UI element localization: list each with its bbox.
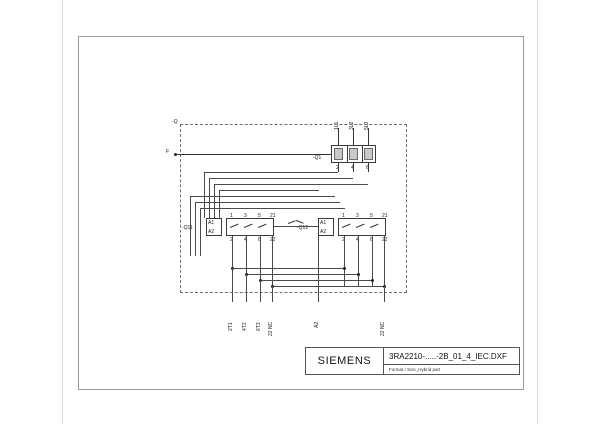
enclosure-tag-label: -Q — [172, 119, 178, 125]
contactor-left-b6: 6 — [258, 237, 261, 243]
page-edge-right — [537, 0, 538, 424]
breaker-stem-3 — [368, 128, 369, 145]
bus-line-L1 — [204, 172, 338, 173]
contactor-right-b6: 6 — [370, 237, 373, 243]
contactor-left-tag: -Q11 — [182, 225, 193, 231]
contactor-right-t3: 3 — [356, 213, 359, 219]
contactor-right-main-block — [338, 218, 386, 236]
terminal-label-A2: A2 — [314, 321, 320, 328]
breaker-divider-1 — [347, 146, 348, 162]
breaker-pole-1 — [334, 148, 343, 160]
breaker-terminal-4: 4 — [351, 165, 354, 171]
breaker-terminal-5L3: 5L3 — [364, 121, 370, 130]
breaker-stem-1 — [338, 128, 339, 145]
drop-left-1 — [204, 172, 205, 218]
lead-right-2 — [358, 236, 359, 286]
contactor-left-b4: 4 — [244, 237, 247, 243]
output-drop-22NC — [272, 286, 273, 302]
output-drop-22NC-right — [384, 286, 385, 302]
breaker-terminal-6: 6 — [366, 165, 369, 171]
drawing-file-name: 3RA2210-.....-2B_01_4_IEC.DXF — [384, 348, 519, 365]
output-drop-4T2 — [246, 274, 247, 302]
bus-line-L2 — [209, 178, 353, 179]
output-drop-6T3 — [260, 280, 261, 302]
title-block — [305, 347, 520, 375]
terminal-label-22NC-left: 22 NC — [268, 321, 274, 336]
contactor-left-coil-a1: A1 — [208, 220, 215, 226]
bus-line-ctrl-2 — [195, 202, 340, 203]
output-drop-A2 — [318, 236, 319, 302]
bottom-bus-2 — [246, 274, 358, 275]
breaker-out-stem-3 — [368, 163, 369, 172]
supply-label: F — [166, 149, 170, 155]
contactor-left-b2: 2 — [230, 237, 233, 243]
breaker-terminal-2: 2 — [336, 165, 339, 171]
terminal-label-22NC-right: 22 NC — [380, 321, 386, 336]
bus-line-aux — [219, 190, 319, 191]
junction-dot-7 — [371, 279, 374, 282]
junction-dot-6 — [357, 273, 360, 276]
bus-line-L3 — [214, 184, 368, 185]
page-edge-left — [62, 0, 63, 424]
contactor-right-b4: 4 — [356, 237, 359, 243]
terminal-label-4T2: 4T2 — [242, 322, 248, 331]
contactor-right-tag: -Q12 — [297, 225, 309, 231]
breaker-terminal-1L1: 1L1 — [334, 121, 340, 130]
bottom-bus-3 — [260, 280, 372, 281]
bottom-bus-aux — [272, 286, 384, 287]
drawing-format-meta: Format / Size_Hybrid part — [389, 367, 441, 372]
drop-left-2 — [209, 178, 210, 218]
drop-left-4 — [219, 190, 220, 218]
lead-right-aux — [384, 236, 385, 286]
title-block-brand-cell — [306, 348, 384, 374]
drop-left-3 — [214, 184, 215, 218]
contactor-right-aux-21: 21 — [382, 213, 388, 219]
breaker-terminal-3L2: 3L2 — [349, 121, 355, 130]
contactor-left-aux-21: 21 — [270, 213, 276, 219]
contactor-left-t3: 3 — [244, 213, 247, 219]
contactor-right-coil-a1: A1 — [320, 220, 327, 226]
breaker-out-stem-1 — [338, 163, 339, 172]
breaker-pole-3 — [364, 148, 373, 160]
contactor-left-aux-22: 22 — [270, 237, 276, 243]
drop-left-ctrl-2 — [195, 202, 196, 256]
contactor-left-t1: 1 — [230, 213, 233, 219]
bus-line-ctrl-1 — [190, 196, 335, 197]
output-drop-2T1 — [232, 268, 233, 302]
breaker-stem-2 — [353, 128, 354, 145]
drop-left-ctrl-3 — [200, 208, 201, 256]
terminal-label-2T1: 2T1 — [228, 322, 234, 331]
contactor-right-b2: 2 — [342, 237, 345, 243]
bottom-bus-1 — [232, 268, 344, 269]
contactor-left-coil-a2: A2 — [208, 229, 215, 235]
mechanical-interlock-bar — [274, 226, 318, 227]
bus-line-ctrl-3 — [200, 208, 345, 209]
breaker-out-stem-2 — [353, 163, 354, 172]
contactor-right-aux-22: 22 — [382, 237, 388, 243]
contactor-left-t5: 5 — [258, 213, 261, 219]
supply-bus-line — [175, 154, 331, 155]
contactor-right-t1: 1 — [342, 213, 345, 219]
title-block-info-cell — [384, 348, 519, 374]
siemens-logo-text: SIEMENS — [317, 355, 372, 367]
breaker-pole-2 — [349, 148, 358, 160]
breaker-tag-label: -Q1 — [313, 155, 322, 161]
contactor-right-t5: 5 — [370, 213, 373, 219]
contactor-right-coil-a2: A2 — [320, 229, 327, 235]
lead-right-1 — [344, 236, 345, 286]
breaker-divider-2 — [362, 146, 363, 162]
junction-dot-5 — [343, 267, 346, 270]
terminal-label-6T3: 6T3 — [256, 322, 262, 331]
contactor-left-main-block — [226, 218, 274, 236]
